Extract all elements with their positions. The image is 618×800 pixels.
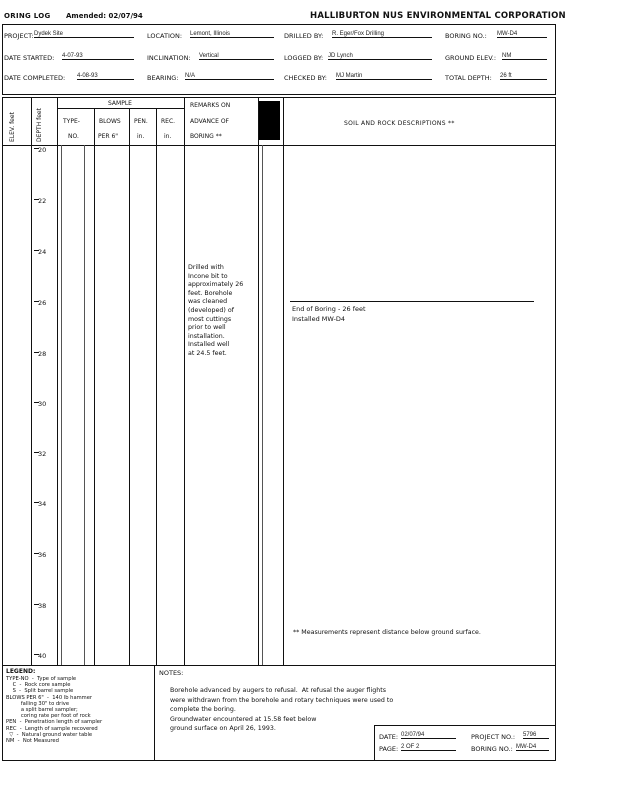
ground-elev-value: NM: [502, 53, 547, 60]
project-label: PROJECT:: [4, 32, 34, 40]
depth-tick: [34, 301, 39, 302]
footer-date-value: 02/07/94: [401, 732, 456, 739]
footer-date-label: DATE:: [379, 733, 399, 741]
sample-header: SAMPLE: [108, 100, 132, 107]
footer-boring-no-value: MW-D4: [516, 744, 549, 751]
log-table: [2, 97, 556, 666]
inclination-label: INCLINATION:: [147, 54, 191, 62]
drilled-by-value: R. Eger/Fox Drilling: [332, 31, 432, 38]
legend-divider: [154, 665, 155, 760]
location-label: LOCATION:: [147, 32, 183, 40]
depth-mark: 26: [38, 299, 47, 307]
logged-by-value: JD Lynch: [328, 53, 432, 60]
pen-header-1: PEN.: [134, 118, 148, 125]
boring-no-value: MW-D4: [497, 31, 547, 38]
checked-by-label: CHECKED BY:: [284, 74, 327, 82]
remarks-inner-rule: [262, 145, 263, 665]
depth-tick: [34, 199, 39, 200]
elev-header: ELEV. feet: [9, 112, 16, 142]
date-completed-label: DATE COMPLETED:: [4, 74, 66, 82]
rec-header-1: REC.: [161, 118, 176, 125]
date-started-label: DATE STARTED:: [4, 54, 55, 62]
blows-header-1: BLOWS: [99, 118, 121, 125]
depth-tick: [34, 502, 39, 503]
depth-mark: 30: [38, 400, 47, 408]
installed-well-text: Installed MW-D4: [292, 315, 346, 323]
bearing-label: BEARING:: [147, 74, 179, 82]
remarks-header-3: BORING **: [190, 133, 222, 140]
end-of-boring-text: End of Boring - 26 feet: [292, 305, 366, 313]
footer-project-no-label: PROJECT NO.:: [471, 733, 516, 741]
depth-tick: [34, 654, 39, 655]
type-inner-rule: [61, 145, 62, 665]
depth-mark: 24: [38, 248, 47, 256]
depth-mark: 22: [38, 197, 47, 205]
pen-header-2: in.: [137, 133, 145, 140]
footer-info-box: [374, 725, 555, 760]
depth-tick: [34, 604, 39, 605]
depth-header: DEPTH feet: [36, 108, 43, 142]
rec-header-2: in.: [164, 133, 172, 140]
depth-tick: [34, 553, 39, 554]
form-title: ORING LOG: [4, 12, 51, 20]
bearing-value: N/A: [185, 73, 274, 80]
remarks-header-1: REMARKS ON: [190, 102, 231, 109]
footer-project-no-value: 5796: [523, 732, 549, 739]
depth-tick: [34, 148, 39, 149]
col-divider-rec: [184, 97, 185, 665]
inclination-value: Vertical: [199, 53, 274, 60]
company-name: HALLIBURTON NUS ENVIRONMENTAL CORPORATION: [310, 11, 566, 21]
depth-mark: 36: [38, 551, 47, 559]
remarks-text: Drilled with Incone bit to approximately 26 feet. Borehole was cleaned (developed) of most cuttings prior to well installation. Installed well at 24.5 feet.: [188, 264, 244, 357]
depth-mark: 32: [38, 450, 47, 458]
depth-mark: 40: [38, 652, 47, 660]
total-depth-label: TOTAL DEPTH:: [445, 74, 492, 82]
depth-tick: [34, 452, 39, 453]
col-divider-type: [94, 108, 95, 665]
type-no-header-1: TYPE-: [63, 118, 80, 125]
ground-elev-label: GROUND ELEV.:: [445, 54, 497, 62]
col-divider-elev: [31, 97, 32, 665]
depth-mark: 20: [38, 146, 47, 154]
type-no-header-2: NO.: [68, 133, 79, 140]
project-value: Dydek Site: [34, 31, 134, 38]
logged-by-label: LOGGED BY:: [284, 54, 324, 62]
depth-mark: 38: [38, 602, 47, 610]
end-of-boring-line: [290, 301, 534, 302]
amended-date: Amended: 02/07/94: [66, 12, 143, 20]
col-divider-lith: [283, 97, 284, 665]
type-inner-rule-2: [84, 145, 85, 665]
date-completed-value: 4-08-93: [77, 73, 134, 80]
depth-mark: 28: [38, 350, 47, 358]
notes-body: Borehole advanced by augers to refusal. At refusal the auger flights were withdrawn from the borehole and rotary techniques were used to complete the boring. Groundwater encountered at 15.58 feet below ground surface on April 26, 1993.: [170, 687, 394, 732]
notes-title: NOTES:: [159, 669, 184, 677]
footer-boring-no-label: BORING NO.:: [471, 745, 513, 753]
depth-tick: [34, 352, 39, 353]
col-divider-remarks: [258, 97, 259, 665]
depth-tick: [34, 250, 39, 251]
legend-title: LEGEND:: [6, 668, 36, 675]
depth-tick: [34, 402, 39, 403]
depth-mark: 34: [38, 500, 47, 508]
footer-page-label: PAGE:: [379, 745, 399, 753]
measurement-footnote: ** Measurements represent distance below ground surface.: [293, 629, 481, 636]
col-divider-pen: [156, 108, 157, 665]
col-divider-blows: [129, 108, 130, 665]
remarks-header-2: ADVANCE OF: [190, 118, 229, 125]
soil-header: SOIL AND ROCK DESCRIPTIONS **: [344, 120, 455, 127]
legend-body: TYPE-NO - Type of sample C - Rock core sample S - Split barrel sample BLOWS PER 6" - 140 lb hammer falling 30" to drive a split barrel sampler; coring rate per foot of rock PEN - Penetration length of sampler REC - Length of sample recovered ▽ - Natural ground water table NM - Not Measured: [6, 676, 103, 745]
location-value: Lemont, Illinois: [190, 31, 274, 38]
graphic-log-block: [259, 101, 280, 140]
col-divider-depth: [57, 97, 58, 665]
blows-header-2: PER 6": [98, 133, 119, 140]
date-started-value: 4-07-93: [62, 53, 134, 60]
checked-by-value: MJ Martin: [336, 73, 432, 80]
sample-rule: [57, 108, 184, 109]
boring-no-label: BORING NO.:: [445, 32, 487, 40]
footer-page-value: 2 OF 2: [401, 744, 456, 751]
drilled-by-label: DRILLED BY:: [284, 32, 324, 40]
total-depth-value: 26 ft: [500, 73, 547, 80]
